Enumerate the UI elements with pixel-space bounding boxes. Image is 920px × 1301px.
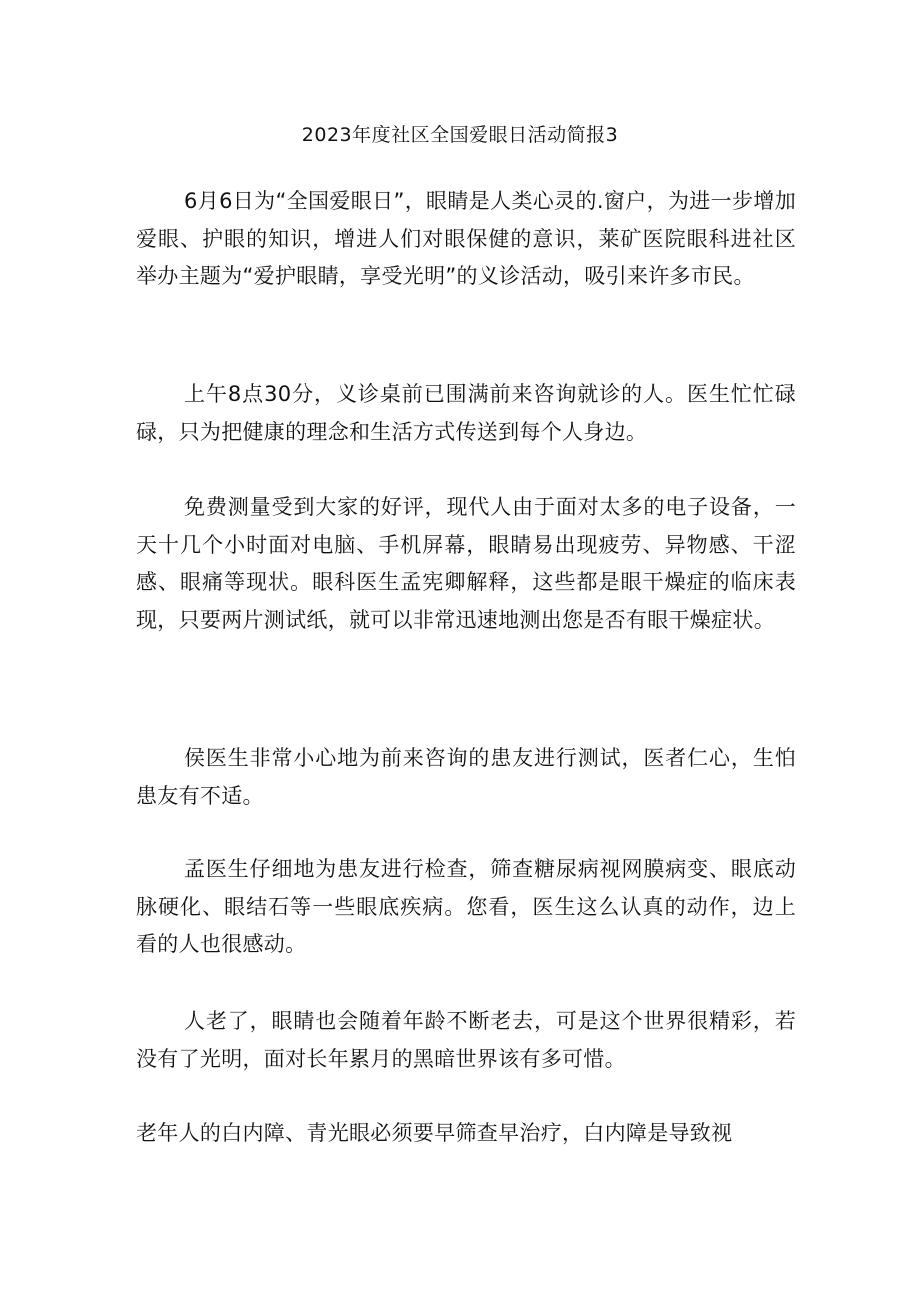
paragraph-dr-hou: 侯医生非常小心地为前来咨询的患友进行测试，医者仁心，生怕患友有不适。 (136, 746, 796, 808)
paragraph-free-test: 免费测量受到大家的好评，现代人由于面对太多的电子设备，一天十几个小时面对电脑、手机屏幕，眼睛易出现疲劳、异物感、干涩感、眼痛等现状。眼科医生孟宪卿解释，这些都是眼干燥症的临床表现，只要两片测试纸，就可以非常迅速地测出您是否有眼干燥症状。 (136, 495, 796, 632)
paragraph-intro: 6月6日为“全国爱眼日”，眼睛是人类心灵的.窗户，为进一步增加爱眼、护眼的知识，增进人们对眼保健的意识，莱矿医院眼科进社区举办主题为“爱护眼睛，享受光明”的义诊活动，吸引来许多市民。 (136, 189, 796, 288)
document-title: 2023年度社区全国爱眼日活动简报3 (301, 124, 619, 146)
paragraph-aging: 人老了，眼睛也会随着年龄不断老去，可是这个世界很精彩，若没有了光明，面对长年累月的黑暗世界该有多可惜。 (136, 1009, 796, 1071)
paragraph-cataract: 老年人的白内障、青光眼必须要早筛查早治疗，白内障是导致视 (136, 1121, 733, 1145)
paragraph-morning: 上午8点30分，义诊桌前已围满前来咨询就诊的人。医生忙忙碌碌，只为把健康的理念和生活方式传送到每个人身边。 (136, 382, 796, 444)
paragraph-dr-meng: 孟医生仔细地为患友进行检查，筛查糖尿病视网膜病变、眼底动脉硬化、眼结石等一些眼底疾病。您看，医生这么认真的动作，边上看的人也很感动。 (136, 857, 796, 956)
